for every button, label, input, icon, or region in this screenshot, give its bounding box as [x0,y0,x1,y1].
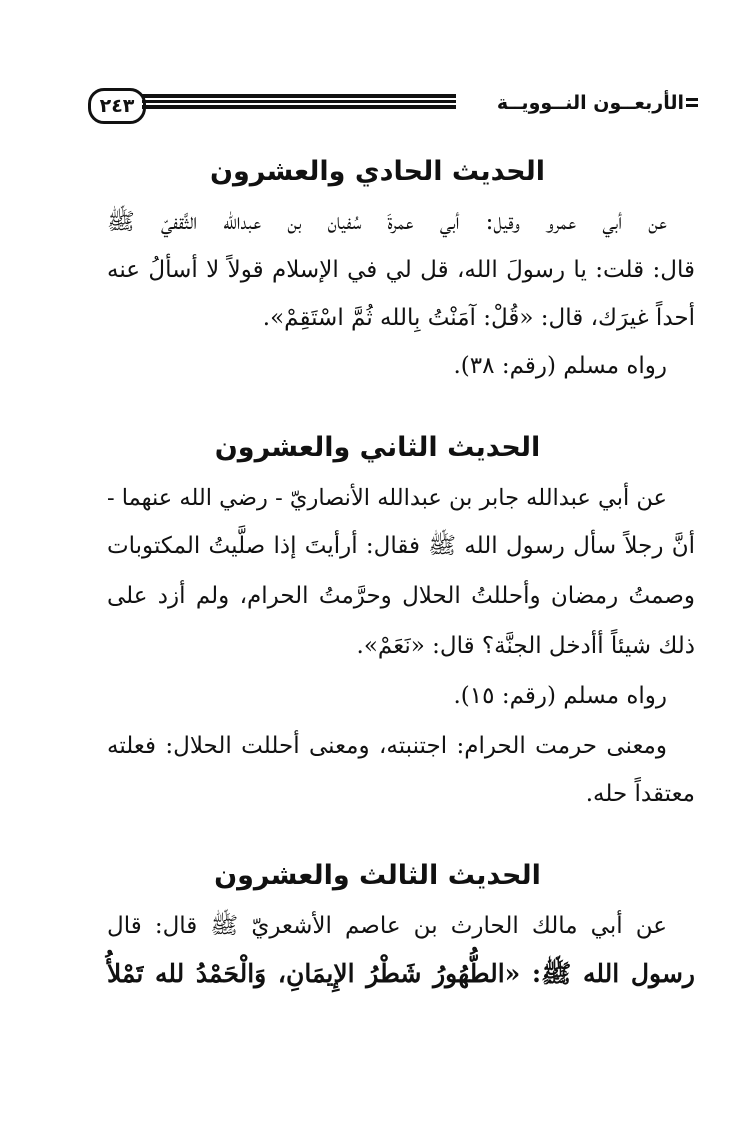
header-rule-right [686,98,698,108]
hadith-21-line-3: أحداً غيرَك، قال: «قُلْ: آمَنْتُ بِالله ثُمَّ اسْتَقِمْ». [262,305,695,331]
hadith-22-line-3: وصمتُ رمضان وأحللتُ الحلال وحرَّمتُ الحرام، ولم أزد على [107,583,695,609]
hadith-21-source: رواه مسلم (رقم: ٣٨). [453,353,667,379]
hadith-22-note-line-1: ومعنى حرمت الحرام: اجتنبته، ومعنى أحللت الحلال: فعلته [107,733,667,759]
running-title: الأربعــون النــوويــة [496,92,684,114]
section-title-22: الحديث الثاني والعشرون [214,432,541,463]
section-title-23: الحديث الثالث والعشرون [214,860,541,891]
hadith-22-source: رواه مسلم (رقم: ١٥). [453,683,667,709]
header-rule-left [142,94,456,110]
hadith-22-line-1: عن أبي عبدالله جابر بن عبدالله الأنصاريّ - رضي الله عنهما - [107,485,667,511]
hadith-23-line-1: عن أبي مالك الحارث بن عاصم الأشعريّ ﷺ قال: قال [107,913,667,939]
section-title-21: الحديث الحادي والعشرون [209,156,546,187]
page-number: ٢٤٣ [88,88,146,124]
running-header [88,86,693,126]
hadith-23-line-2: رسول الله ﷺ: «الطُّهُورُ شَطْرُ الإِيمَانِ، وَالْحَمْدُ لله تَمْلأُ [107,959,695,988]
hadith-22-line-2: أنَّ رجلاً سأل رسول الله ﷺ فقال: أرأيتَ إذا صلَّيتُ المكتوبات [107,533,695,559]
hadith-21-line-2: قال: قلت: يا رسولَ الله، قل لي في الإسلام قولاً لا أسألُ عنه [107,257,695,283]
hadith-22-note-line-2: معتقداً حله. [585,781,695,807]
hadith-21-line-1: عن أبي عمرو وقيل: أبي عمرةَ سُفيان بن عبدالله الثَّقفيّ ﷺ [107,209,667,235]
hadith-22-line-4: ذلك شيئاً أأدخل الجنَّة؟ قال: «نَعَمْ». [356,633,695,659]
